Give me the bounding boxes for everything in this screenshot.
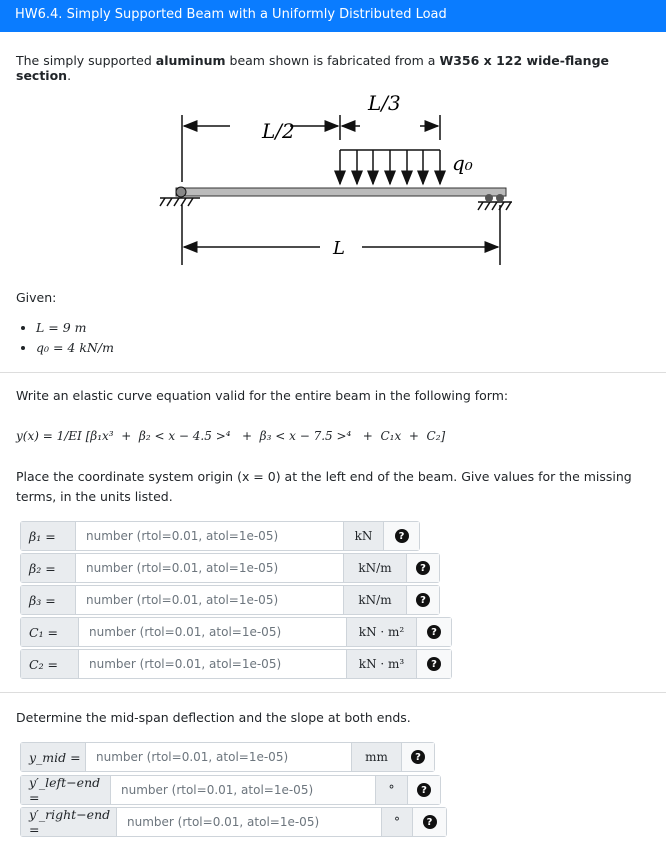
beta2-unit: kN/m: [343, 554, 406, 582]
beta3-help-button[interactable]: [406, 586, 439, 614]
given-length: • L = 9 m: [36, 320, 114, 340]
beta2-help-button[interactable]: [406, 554, 439, 582]
c1-input-group: [20, 617, 452, 647]
section: W356 x 122 wide-flange section: [16, 53, 609, 83]
intro-pre: The simply supported: [16, 53, 156, 68]
beta3-input-group: [20, 585, 440, 615]
c1-help-button[interactable]: [416, 618, 451, 646]
length-label: L: [333, 238, 345, 259]
slope-right-end-label: y′_right−end =: [21, 808, 117, 836]
question-circle-icon: ?: [416, 561, 430, 575]
slope-right-end-help-button[interactable]: [412, 808, 446, 836]
question-circle-icon: ?: [427, 657, 441, 671]
beta2-input-group: [20, 553, 440, 583]
slope-left-end-input[interactable]: number (rtol=0.01, atol=1e-05): [111, 776, 375, 804]
question-header: HW6.4. Simply Supported Beam with a Uniformly Distributed Load: [0, 0, 666, 32]
y-mid-help-button[interactable]: [401, 743, 434, 771]
given-load: • q₀ = 4 kN/m: [36, 340, 114, 360]
y-mid-label: y_mid =: [21, 743, 86, 771]
c2-input-group: [20, 649, 452, 679]
beam-diagram: [0, 75, 666, 275]
q2-prompt: Determine the mid-span deflection and the slope at both ends.: [16, 710, 411, 725]
beta2-input[interactable]: number (rtol=0.01, atol=1e-05): [76, 554, 343, 582]
question-circle-icon: ?: [411, 750, 425, 764]
elastic-curve-equation: y(x) = 1/EI [β₁x³ + β₂ < x − 4.5 >⁴ + β₃ < x − 7.5 >⁴ + C₁x + C₂]: [16, 429, 446, 443]
slope-right-end-unit: °: [381, 808, 412, 836]
divider: [0, 372, 666, 373]
y-mid-input-group: [20, 742, 435, 772]
slope-left-end-help-button[interactable]: [407, 776, 440, 804]
given-label: Given:: [16, 290, 57, 305]
q1-instructions: Place the coordinate system origin (x = 0) at the left end of the beam. Give values for the missing terms, in the units listed.: [16, 469, 632, 504]
question-circle-icon: ?: [427, 625, 441, 639]
y-mid-input[interactable]: number (rtol=0.01, atol=1e-05): [86, 743, 351, 771]
question-circle-icon: ?: [416, 593, 430, 607]
load-label: q₀: [452, 151, 473, 175]
beta2-label: β₂ =: [21, 554, 76, 582]
c2-label: C₂ =: [21, 650, 79, 678]
y-mid-unit: mm: [351, 743, 401, 771]
slope-right-end-input-group: [20, 807, 447, 837]
half-span-label: L/2: [262, 119, 295, 143]
c1-label: C₁ =: [21, 618, 79, 646]
question-circle-icon: ?: [417, 783, 431, 797]
beta1-unit: kN: [343, 522, 383, 550]
beta3-unit: kN/m: [343, 586, 406, 614]
c2-unit: kN · m³: [346, 650, 416, 678]
beta1-help-button[interactable]: [383, 522, 419, 550]
slope-left-end-label: y′_left−end =: [21, 776, 111, 804]
beta3-input[interactable]: number (rtol=0.01, atol=1e-05): [76, 586, 343, 614]
beta1-input-group: [20, 521, 420, 551]
material: aluminum: [155, 53, 226, 68]
beta1-label: β₁ =: [21, 522, 76, 550]
given-list: [16, 320, 114, 360]
intro-mid: beam shown is fabricated from a: [225, 53, 440, 68]
slope-right-end-input[interactable]: number (rtol=0.01, atol=1e-05): [117, 808, 381, 836]
beta3-label: β₃ =: [21, 586, 76, 614]
divider: [0, 692, 666, 693]
c2-help-button[interactable]: [416, 650, 451, 678]
c1-input[interactable]: number (rtol=0.01, atol=1e-05): [79, 618, 346, 646]
c2-input[interactable]: number (rtol=0.01, atol=1e-05): [79, 650, 346, 678]
slope-left-end-unit: °: [375, 776, 407, 804]
intro-post: .: [67, 68, 72, 83]
question-circle-icon: ?: [423, 815, 437, 829]
beta1-input[interactable]: number (rtol=0.01, atol=1e-05): [76, 522, 343, 550]
q1-prompt: Write an elastic curve equation valid for the entire beam in the following form:: [16, 388, 509, 403]
third-span-label: L/3: [368, 91, 401, 115]
slope-left-end-input-group: [20, 775, 441, 805]
question-circle-icon: ?: [395, 529, 409, 543]
c1-unit: kN · m²: [346, 618, 416, 646]
